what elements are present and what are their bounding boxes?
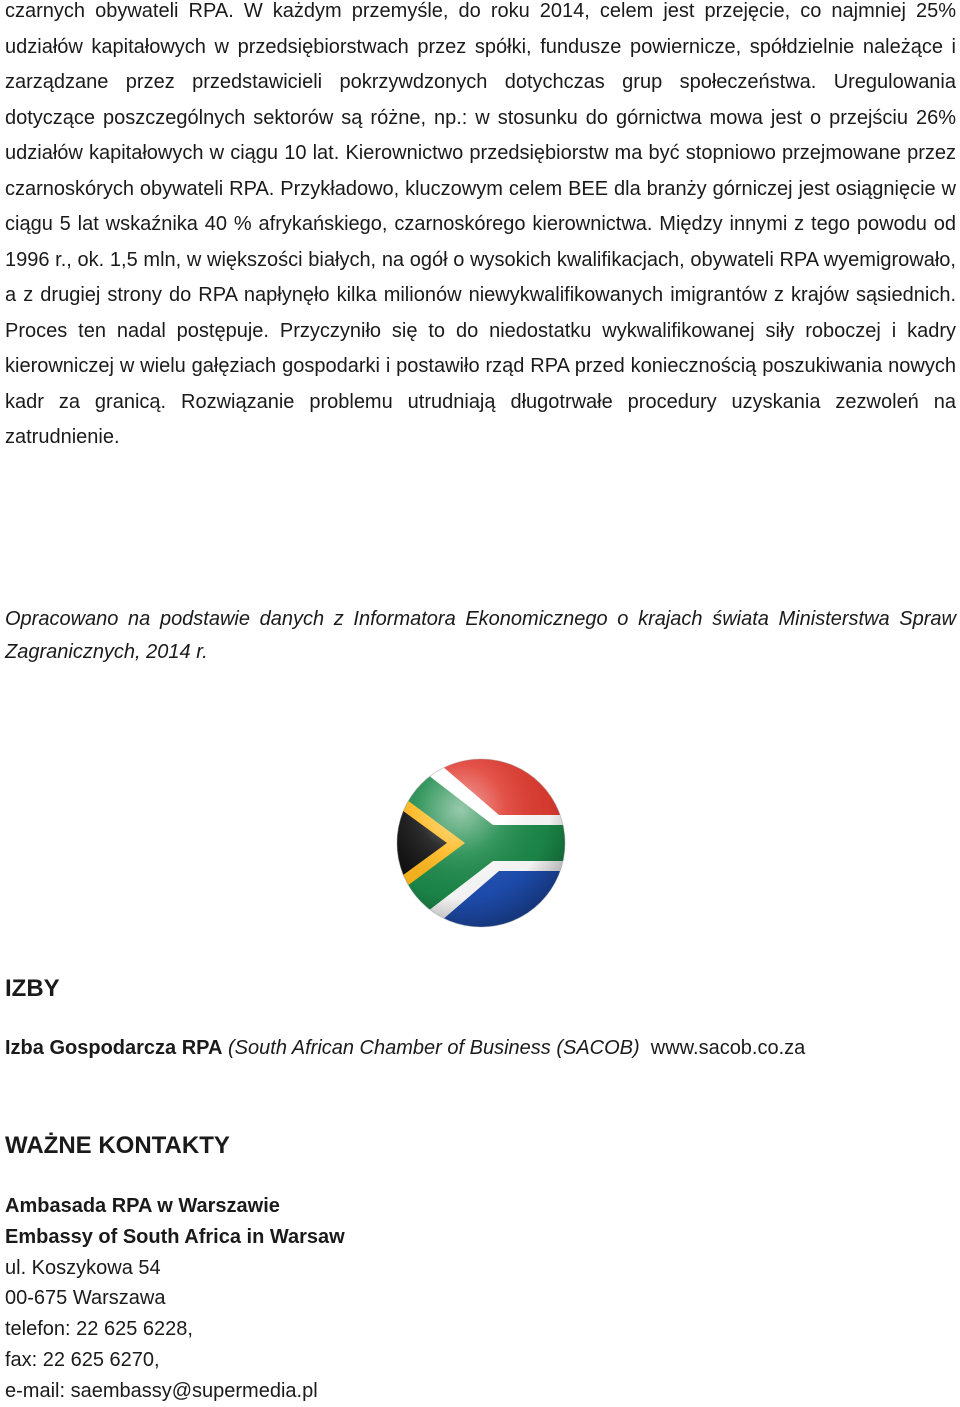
email-address[interactable]: e-mail: saembassy@supermedia.pl [5, 1379, 318, 1402]
chamber-name: Izba Gospodarcza RPA [5, 1037, 223, 1059]
phone-number: telefon: 22 625 6228, [5, 1318, 193, 1341]
chamber-entry [5, 1033, 805, 1063]
fax-number: fax: 22 625 6270, [5, 1348, 160, 1371]
body-paragraph: czarnych obywateli RPA. W każdym przemyśle, do roku 2014, celem jest przejęcie, co najmniej 25% udziałów kapitałowych w przedsiębiorstwach przez spółki, fundusze powiernicze, spółdzielnie należące i zarządzane przez przedstawicieli pokrzywdzonych dotychczas grup społeczeństwa. Uregulowania dotyczące poszczególnych sektorów są różne, np.: w stosunku do górnictwa mowa jest o przejściu 26% udziałów kapitałowych w ciągu 10 lat. Kierownictwo przedsiębiorstw ma być stopniowo przejmowane przez czarnoskórych obywateli RPA. Przykładowo, kluczowym celem BEE dla branży górniczej jest osiągnięcie w ciągu 5 lat wskaźnika 40 % afrykańskiego, czarnoskórego kierownictwa. Między innymi z tego powodu od 1996 r., ok. 1,5 mln, w większości białych, na ogół o wysokich kwalifikacjach, obywateli RPA wyemigrowało, a z drugiej strony do RPA napłynęło kilka milionów niewykwalifikowanych imigrantów z krajów sąsiednich. Proces ten nadal postępuje. Przyczyniło się to do niedostatku wykwalifikowanej siły roboczej i kadry kierowniczej w wielu gałęziach gospodarki i postawiło rząd RPA przed koniecznością poszukiwania nowych kadr za granicą. Rozwiązanie problemu utrudniają długotrwałe procedury uzyskania zezwoleń na zatrudnienie. [5, 0, 956, 448]
embassy-name-pl: Ambasada RPA w Warszawie [5, 1195, 280, 1217]
south-africa-flag-icon [395, 757, 567, 929]
source-note: Opracowano na podstawie danych z Informatora Ekonomicznego o krajach świata Ministerstwa Spraw Zagranicznych, 2014 r. [5, 608, 956, 663]
izby-heading: IZBY [5, 975, 60, 1002]
address-street: ul. Koszykowa 54 [5, 1256, 161, 1279]
chamber-name-english: (South African Chamber of Business (SACOB) [228, 1037, 640, 1059]
contacts-block [5, 1191, 345, 1407]
contacts-heading: WAŻNE KONTAKTY [5, 1132, 230, 1159]
embassy-name-en: Embassy of South Africa in Warsaw [5, 1225, 345, 1248]
address-city: 00-675 Warszawa [5, 1287, 166, 1310]
chamber-website-link[interactable]: www.sacob.co.za [650, 1037, 806, 1059]
